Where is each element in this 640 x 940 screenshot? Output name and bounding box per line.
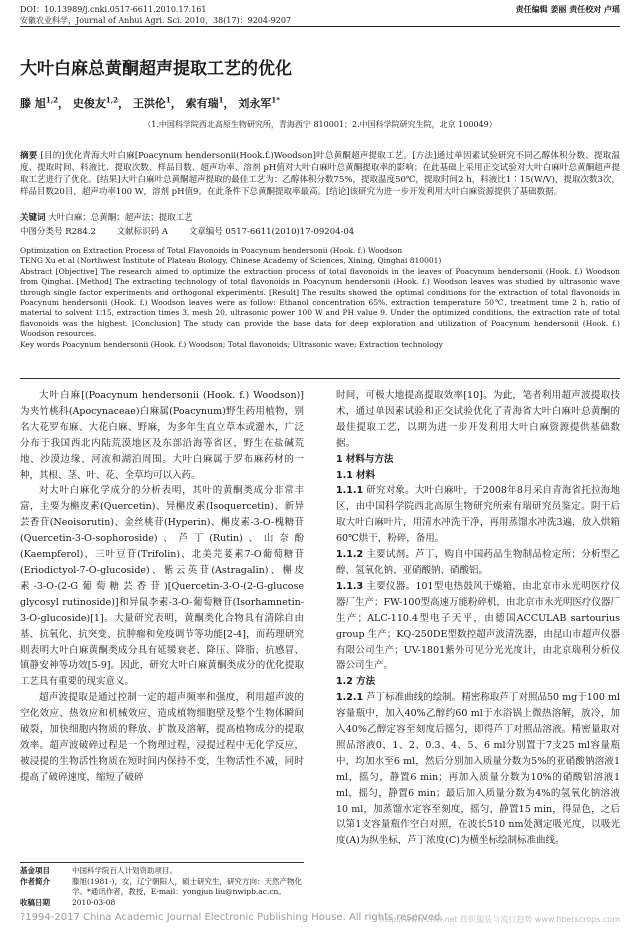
document-code: 文献标识码 A bbox=[116, 227, 168, 237]
affiliation: （1.中国科学院西北高原生物研究所，青海西宁 810001；2.中国科学院研究生院，北京 100049） bbox=[143, 120, 497, 129]
footnote bbox=[20, 866, 310, 908]
copyright-footer bbox=[20, 912, 620, 923]
author: 索有瑞$^1$ bbox=[185, 95, 224, 110]
keywords-label: 关键词 bbox=[20, 213, 46, 223]
abstract-label: 摘要 bbox=[20, 151, 38, 161]
footnote-rule bbox=[20, 862, 304, 863]
body-paragraph: 时间，可极大地提高提取效率[10]。为此，笔者利用超声波提取技术，通过单因素试验和正交试验优化了青海省大叶白麻叶总黄酮的最佳提取工艺，以期为进一步开发利用大叶白麻资源提供基础数据。 bbox=[336, 390, 620, 449]
journal-citation: 安徽农业科学，Journal of Anhui Agri. Sci. 2010，38(17)：9204-9207 bbox=[20, 16, 292, 25]
author: 史俊友$^{1,2}$ bbox=[72, 95, 119, 110]
english-abstract-text: Abstract [Objective] The research aimed to optimize the extraction process of total flavonoids in the leaves of Poacynum hendersonii (Hook. f.) Woodson from Qinghai. [Method] The extracting technology of total flavonoids in Poacynum hendersonii (Hook. f.) Woodson leaves was studied by ultrasonic wave through single factor experiments and orthogonal experiments. [Result] The results showed the optimal conditions for the extraction of total flavonoids in Poacynum hendersonii (Hook. f.) Woodson leaves were as follow: Ethanol concentration 65%, extraction temperature 50℃, treatment time 2 h, ratio of material to solvent 1∶15, extraction times 3, mesh 20, ultrasonic power 100 W and PH value 9. Under the optimized conditions, the extraction rate of total flavonoids was the highest. [Conclusion] The study can provide the base data for deep exploration and utilization of Poacynum hendersonii (Hook. f.) Woodson resources. bbox=[20, 266, 620, 339]
author: 刘永军$^{1*}$ bbox=[238, 95, 280, 110]
author: 王洪伦$^1$ bbox=[132, 95, 171, 110]
copyright-text: ?1994-2017 China Academic Journal Electronic Publishing House. All rights reserved. bbox=[20, 912, 444, 923]
received-date: 2010-03-08 bbox=[72, 897, 116, 907]
abstract-cn bbox=[20, 150, 620, 198]
author-list: 滕 旭$^{1,2}$， 史俊友$^{1,2}$， 王洪伦$^1$， 索有瑞$^1$， 刘永军$^{1*}$ bbox=[20, 95, 280, 110]
author-info-label: 作者简介 bbox=[20, 876, 50, 886]
abstract-text: [目的]优化青海大叶白麻[Poacynum hendersonii(Hook.f.)Woodson]叶总黄酮超声提取工艺。[方法]通过单因素试验研究不同乙醇体积分数、提取温度、提取时间、料液比、提取次数、样品目数、超声功率、溶剂 pH值对大叶白麻叶总黄酮提取率的影响；在此基础上采用正交试验对大叶白麻叶总黄酮超声提取工艺进行了优化。[结果]大叶白麻叶总黄酮超声提取的最佳工艺为：乙醇体积分数75%，提取温度50℃，提取时间2 h，料液比1∶15(W/V)，提取次数3次，样品目数20目，超声功率100 W，溶剂 pH值9。在此条件下总黄酮提取率最高。[结论]该研究为进一步开发利用大叶白麻资源提供了基础数据。 bbox=[20, 151, 620, 197]
body-paragraph: 大叶白麻[(Poacynum hendersonii (Hook. f.) Woodson)]为夹竹桃科(Apocynaceae)白麻属(Poacynum)野生药用植物，别名大花罗布麻、大花白麻、野麻，为多年生直立草本或灌木，广泛分布于我国西北内陆荒漠地区及东部沿海等省区，野生在盐碱荒地、沙漠边缘、河流和湖泊周围。大叶白麻属于罗布麻药材的一种，其根、茎、叶、花、全草均可以入药。 bbox=[20, 390, 304, 481]
subsection-heading: 1.1 材料 bbox=[336, 469, 376, 481]
english-title: Optimization on Extraction Process of Total Flavonoids in Poacynum hendersonii (Hook. f.) Woodson bbox=[20, 246, 403, 255]
editor-credits: 责任编辑 姜丽 责任校对 卢瑶 bbox=[515, 5, 620, 14]
clc-number: 中图分类号 R284.2 bbox=[20, 227, 96, 237]
running-header bbox=[20, 4, 620, 26]
body-column-right: 时间，可极大地提高提取效率[10]。为此，笔者利用超声波提取技术，通过单因素试验和正交试验优化了青海省大叶白麻叶总黄酮的最佳提取工艺，以期为进一步开发利用大叶白麻资源提供基础数据。 1 材料与方法 1.1 材料 1.1.1 研究对象。大叶白麻叶，于2008年8月采自青海省托拉海地区，由中国科学院西北高原生物研究所索有瑞研究员鉴定。阴干后取大叶白麻叶片，用清水冲洗干净，再用蒸馏水冲洗3遍，放入烘箱60℃烘干，粉碎，备用。 1.1.2 主要试剂。芦丁，购自中国药品生物制品检定所；分析型乙醇、氢氧化钠、亚硝酸钠、硝酸铝。 1.1.3 主要仪器。101型电热鼓风干燥箱，由北京市永光明医疗仪器厂生产；FW-100型高速万能粉碎机，由北京市永光明医疗仪器厂生产；ALC-110.4型电子天平，由德国ACCULAB sartourius group 生产；KQ-250DE型数控超声波清洗器，由昆山市超声仪器有限公司生产；UV-1801紫外可见分光光度计，由北京瑞利分析仪器公司生产。 1.2 方法 1.2.1 芦丁标准曲线的绘制。精密称取芦丁对照品50 mg于100 ml容量瓶中，加入40%乙醇约60 ml于水浴锅上微热溶解，放冷，加入40%乙醇定容至刻度后摇匀，即得芦丁对照品溶液。精密量取对照品溶液0、1、2、0.3、4、5、6 ml分别置于7支25 ml容量瓶中，均加水至6 ml，然后分别加入质量分数为5%的亚硝酸钠溶液1 ml，摇匀，静置6 min；再加入质量分数为10%的硝酸铝溶液1 ml，摇匀，静置6 min；最后加入质量分数为4%的氢氧化钠溶液10 ml，加蒸馏水定容至刻度，摇匀，静置15 min，得显色，之后以第1支容量瓶作空白对照，在波长510 nm处测定吸光度，以吸光度(A)为纵坐标，芦丁浓度(C)为横坐标绘制标准曲线。 bbox=[336, 390, 621, 847]
section-rule bbox=[20, 378, 620, 379]
section-heading: 1 材料与方法 bbox=[336, 453, 394, 465]
paper-title: 大叶白麻总黄酮超声提取工艺的优化 bbox=[20, 59, 292, 79]
para-number: 1.1.1 bbox=[336, 485, 364, 497]
fund-text: 中国科学院百人计划资助项目。 bbox=[72, 866, 177, 875]
watermark: http://www.cnki.net 纺织服装与流行趋势 www.fiberscrops.com bbox=[379, 915, 620, 924]
body-paragraph: 超声波提取是通过控制一定的超声频率和强度，利用超声波的空化效应、热效应和机械效应，造成植物细胞壁及整个生物体瞬间破裂，加快细胞内物质的释放、扩散及溶解，提高植物成分的提取效率。超声波破碎过程是一个物理过程，浸提过程中无化学反应，被浸提的生物活性物质在短时间内保持不变，生物活性不减，同时提高了破碎速度，缩短了破碎 bbox=[20, 692, 304, 783]
header-rule bbox=[20, 26, 620, 27]
article-number: 文章编号 0517-6611(2010)17-09204-04 bbox=[188, 227, 355, 237]
para-number: 1.1.2 bbox=[336, 549, 364, 561]
para-number: 1.1.3 bbox=[336, 580, 364, 592]
author: 滕 旭$^{1,2}$ bbox=[20, 95, 59, 110]
english-keywords: Key words Poacynum hendersonii (Hook. f.) Woodson; Total flavonoids; Ultrasonic wave; Extraction technology bbox=[20, 339, 443, 349]
english-authors: TENG Xu et al (Northwest Institute of Plateau Biology, Chinese Academy of Sciences, Xining, Qinghai 810001) bbox=[20, 256, 442, 266]
subsection-heading: 1.2 方法 bbox=[336, 676, 376, 688]
para-number: 1.2.1 bbox=[336, 692, 364, 704]
body-column-left bbox=[20, 388, 304, 786]
body-paragraph: 对大叶白麻化学成分的分析表明，其叶的黄酮类成分非常丰富，主要为槲皮素(Quercetin)、异槲皮素(Isoquercetin)、新异芸香苷(Neoisorutin)、金丝桃苷(Hyperin)、槲皮素-3-O-槐糖苷(Quercetin-3-O-sophoroside)、芦丁(Rutin)、山奈酚(Kaempferol)、三叶豆苷(Trifolin)、北美芫荽素7-O葡萄糖苷(Eriodictyol-7-O-glucoside)、紫云英苷(Astragalin)、槲皮素-3-O-(2-G葡萄糖芸香苷)[Quercetin-3-O-(2-G-glucose glycosyl rutinoside)]和异鼠李素-3-O-葡萄糖苷(Isorhamnetin-3-O-glucoside)[1]。大量研究表明，黄酮类化合物具有清除自由基、抗氧化、抗突变、抗肿瘤和免疫调节等功能[2-4]，而药理研究则表明大叶白麻黄酮类成分具有延缓衰老、降压、降脂、抗感冒、镇静安神等功效[5-9]。因此，研究大叶白麻黄酮类成分的优化提取工艺具有重要的现实意义。 bbox=[20, 485, 304, 688]
author-info-text: 滕旭(1981-)，女，辽宁朝阳人，硕士研究生，研究方向：天然产物化学。*通讯作者，教授，E-mail：yongjun liu@nwipb.ac.cn。 bbox=[72, 876, 302, 896]
fund-label: 基金项目 bbox=[20, 866, 50, 875]
keywords-text: 大叶白麻；总黄酮；超声法；提取工艺 bbox=[48, 213, 193, 223]
english-abstract bbox=[20, 246, 620, 350]
article-meta bbox=[20, 225, 620, 237]
received-date-label: 收稿日期 bbox=[20, 897, 50, 907]
doi: DOI：10.13989/j.cnki.0517-6611.2010.17.161 bbox=[20, 5, 207, 14]
keywords-cn bbox=[20, 211, 620, 223]
